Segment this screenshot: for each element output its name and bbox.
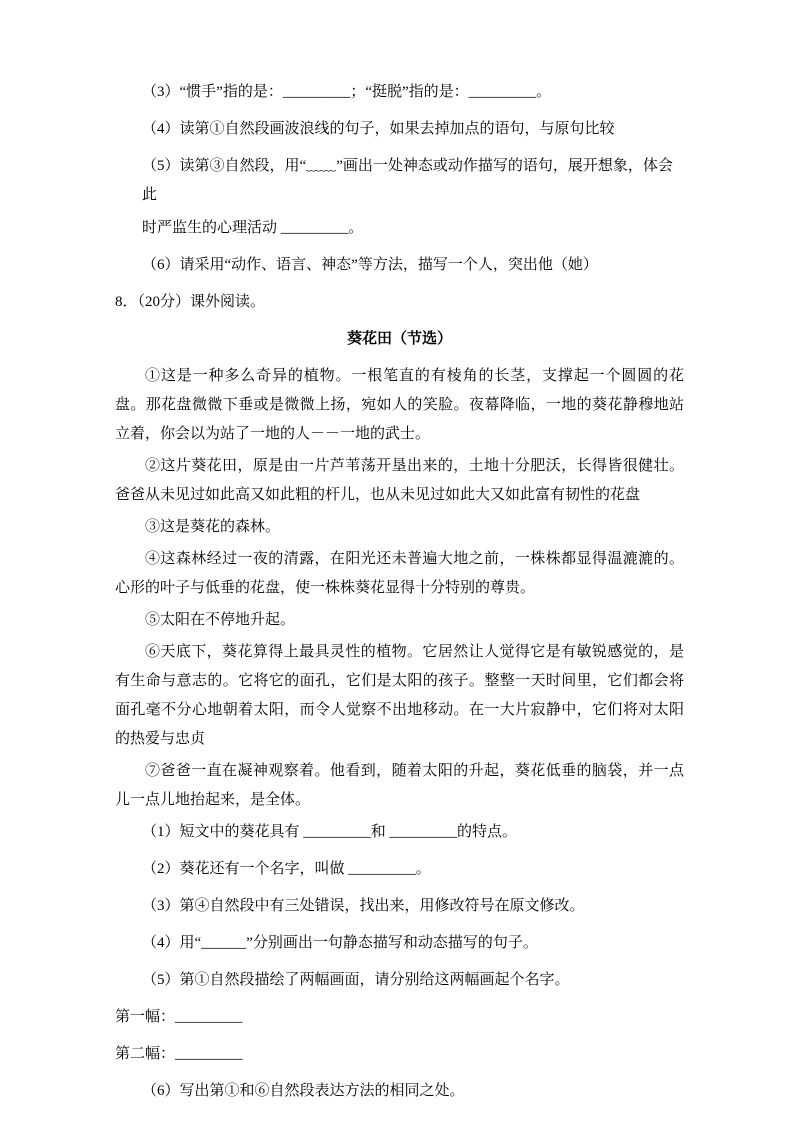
question-3: （3）“惯手”指的是：_________；“挺脱”指的是：_________。 (142, 84, 552, 100)
answer-line-second-picture: 第二幅：_________ (115, 1046, 243, 1062)
passage-paragraph-7: ⑦爸爸一直在凝神观察着。他看到，随着太阳的升起，葵花低垂的脑袋，并一点儿一点儿地抬起来，是全体。 (115, 763, 684, 808)
question-4: （4）读第①自然段画波浪线的句子，如果去掉加点的语句，与原句比较 (142, 121, 615, 137)
reading-question-3: （3）第④自然段中有三处错误，找出来，用修改符号在原文修改。 (142, 898, 585, 914)
reading-question-2: （2）葵花还有一个名字，叫做 _________。 (142, 861, 431, 877)
section-8-heading: 8．（20分）课外阅读。 (115, 294, 266, 310)
reading-question-1: （1）短文中的葵花具有 _________和 _________的特点。 (142, 824, 518, 840)
reading-question-4: （4）用“______”分别画出一句静态描写和动态描写的句子。 (142, 935, 538, 951)
reading-question-6: （6）写出第①和⑥自然段表达方法的相同之处。 (142, 1083, 465, 1099)
answer-line-first-picture: 第一幅：_________ (115, 1009, 243, 1025)
passage-paragraph-3: ③这是葵花的森林。 (145, 519, 281, 535)
document-body (115, 78, 684, 1106)
question-5-continued: 时严监生的心理活动 _________。 (142, 220, 364, 236)
passage-title: 葵花田（节选） (346, 331, 452, 347)
passage-paragraph-2: ②这片葵花田，原是由一片芦苇荡开垦出来的，土地十分肥沃，长得皆很健壮。爸爸从未见过如此高又如此粗的杆儿，也从未见过如此大又如此富有韧性的花盘 (115, 458, 684, 503)
passage-paragraph-4: ④这森林经过一夜的清露，在阳光还未普遍大地之前，一株株都显得温漉漉的。心形的叶子与低垂的花盘，使一株株葵花显得十分特别的尊贵。 (115, 551, 684, 596)
passage-paragraph-5: ⑤太阳在不停地升起。 (145, 612, 296, 628)
question-5: （5）读第③自然段，用“﹏﹏”画出一处神态或动作描写的语句，展开想象，体会此 (142, 158, 673, 203)
question-6: （6）请采用“动作、语言、神态”等方法，描写一个人，突出他（她） (142, 257, 598, 273)
passage-paragraph-6: ⑥天底下，葵花算得上最具灵性的植物。它居然让人觉得它是有敏锐感觉的，是有生命与意志的。它将它的面孔，它们是太阳的孩子。整整一天时间里，它们都会将面孔毫不分心地朝着太阳，而令人觉察不出地移动。在一大片寂静中，它们将对太阳的热爱与忠贞 (115, 644, 684, 747)
reading-question-5: （5）第①自然段描绘了两幅画面，请分别给这两幅画起个名字。 (142, 972, 570, 988)
passage-paragraph-1: ①这是一种多么奇异的植物。一根笔直的有棱角的长茎，支撑起一个圆圆的花盘。那花盘微微下垂或是微微上扬，宛如人的笑脸。夜幕降临，一地的葵花静穆地站立着，你会以为站了一地的人－－一地的武士。 (115, 368, 684, 442)
